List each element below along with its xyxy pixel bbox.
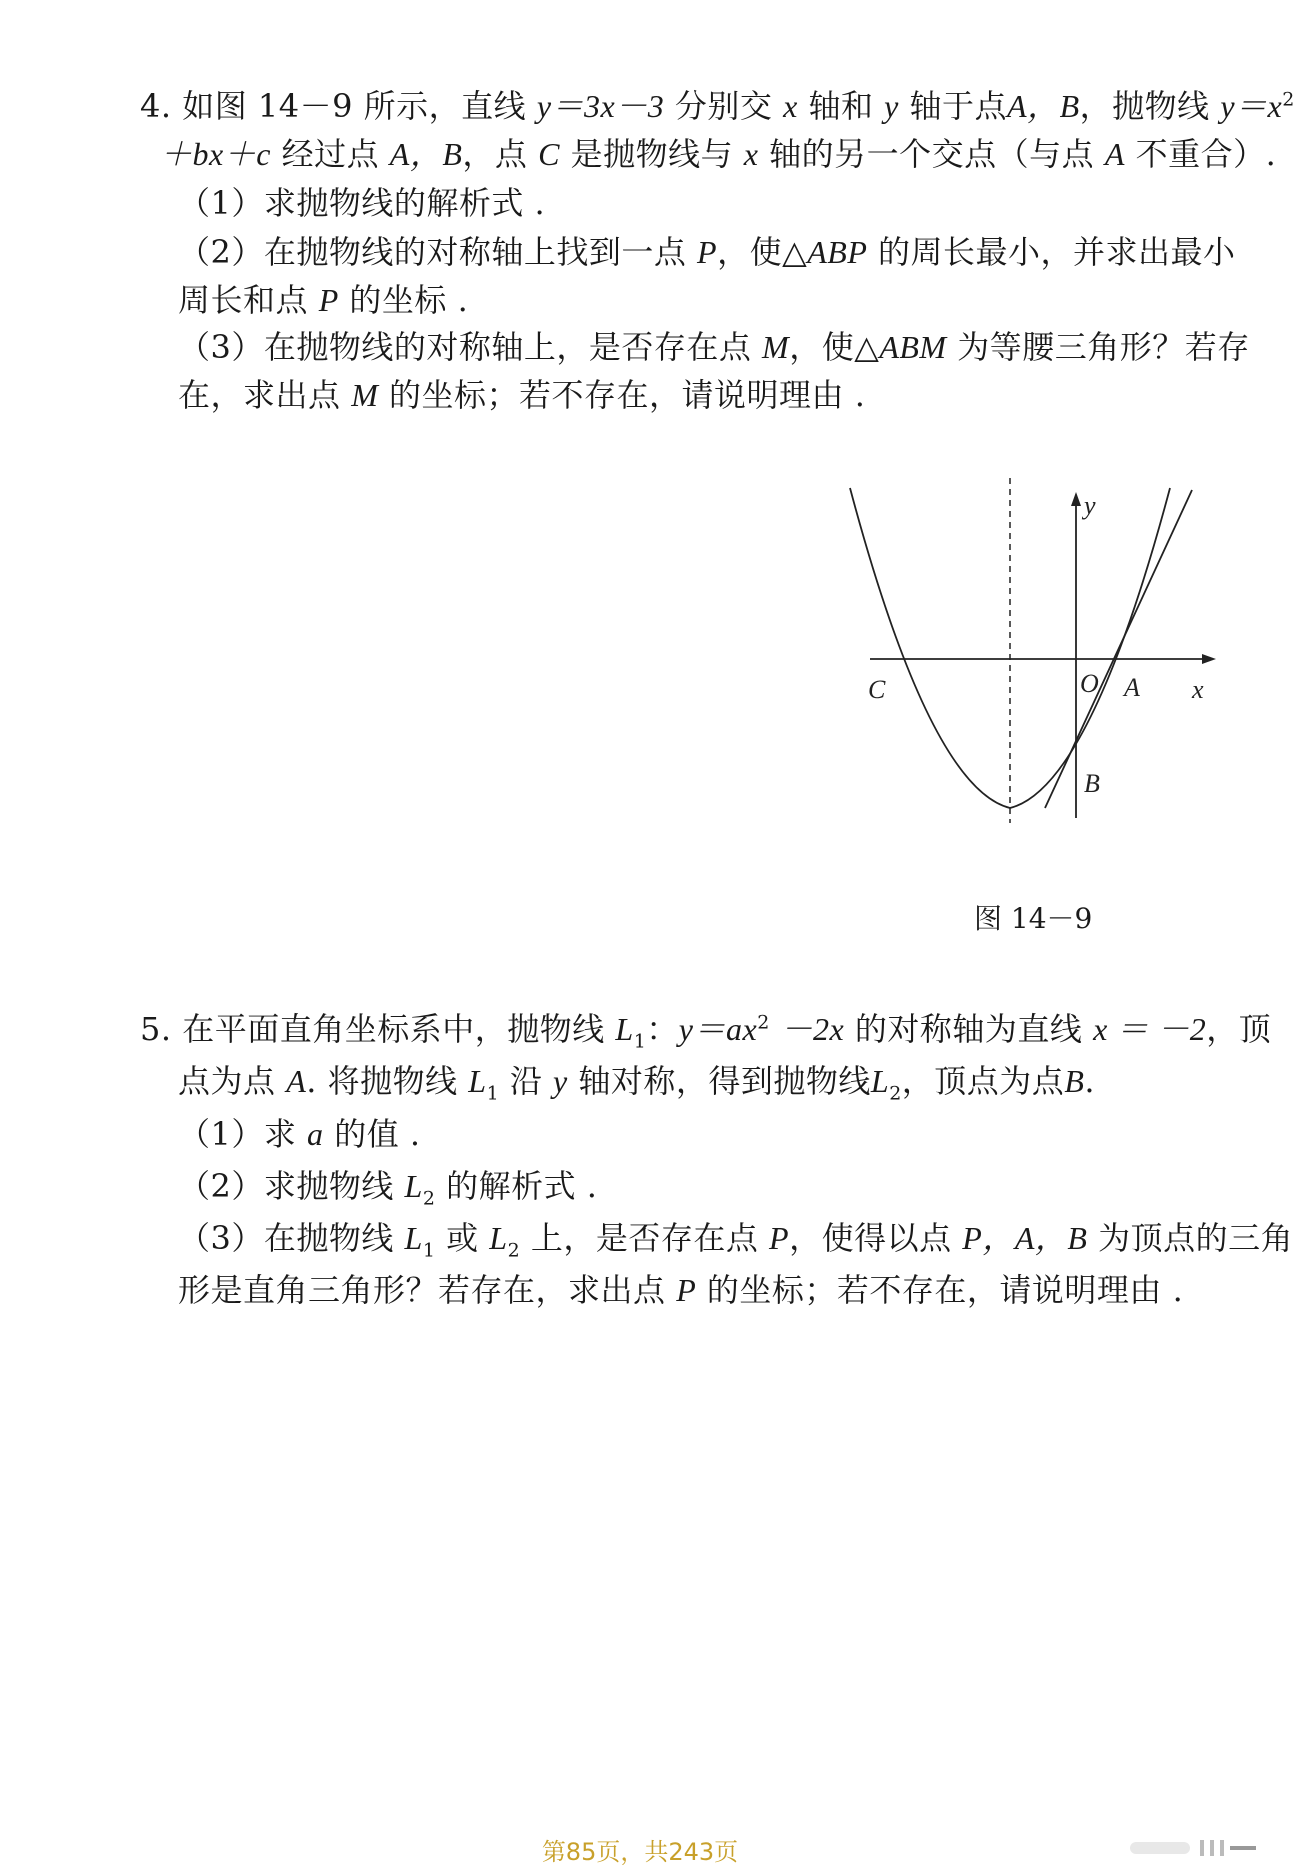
text: ，抛物线 bbox=[1079, 87, 1210, 125]
text: 轴和 bbox=[808, 87, 874, 125]
var: L bbox=[870, 1063, 890, 1099]
text: 如图 14－9 所示，直线 bbox=[182, 87, 527, 125]
text: 周长和点 bbox=[178, 281, 309, 319]
problem-4-q3-cont bbox=[178, 375, 865, 415]
text: ，点 bbox=[462, 135, 528, 173]
text: 沿 bbox=[509, 1062, 543, 1100]
label-b: B bbox=[1084, 769, 1100, 798]
problem-number: 4. bbox=[140, 87, 172, 125]
var: x bbox=[743, 136, 759, 172]
label-a: A bbox=[1124, 673, 1140, 702]
text: 分别交 bbox=[674, 87, 773, 125]
point: P bbox=[676, 1272, 697, 1308]
points: P，A，B bbox=[962, 1220, 1088, 1256]
point: B bbox=[1064, 1063, 1085, 1099]
point: P bbox=[697, 234, 718, 270]
toolbar-icon bbox=[1130, 1838, 1260, 1858]
var: y bbox=[884, 88, 899, 124]
text: 在平面直角坐标系中，抛物线 bbox=[182, 1010, 605, 1048]
text: ，使得以点 bbox=[789, 1219, 952, 1257]
figure-caption: 图 14－9 bbox=[974, 902, 1093, 935]
var: y bbox=[553, 1063, 568, 1099]
problem-4-q1 bbox=[178, 183, 545, 223]
text: 的周长最小，并求出最小 bbox=[878, 233, 1236, 271]
question: （1）求抛物线的解析式 . bbox=[178, 184, 546, 222]
point: A bbox=[286, 1063, 307, 1099]
triangle: ABP bbox=[807, 234, 868, 270]
label-o: O bbox=[1080, 669, 1099, 698]
label-c: C bbox=[868, 675, 886, 704]
problem-4-q2-cont bbox=[178, 280, 468, 320]
equation: x ＝ －2 bbox=[1093, 1011, 1207, 1047]
page-footer: 第85页，共243页 bbox=[541, 1838, 739, 1866]
text: 轴于点 bbox=[909, 87, 1008, 125]
subscript: 1 bbox=[633, 1030, 647, 1053]
var: a bbox=[307, 1116, 324, 1152]
triangle: ABM bbox=[879, 329, 947, 365]
equation: ＋bx＋c bbox=[160, 136, 271, 172]
points: A，B bbox=[1007, 88, 1080, 124]
problem-5-q2 bbox=[178, 1166, 598, 1210]
text: 不重合）. bbox=[1135, 135, 1277, 173]
subscript: 1 bbox=[422, 1239, 436, 1262]
x-axis-arrow bbox=[1202, 654, 1216, 664]
text: 的坐标；若不存在，请说明理由 . bbox=[706, 1271, 1184, 1309]
text: （2）求抛物线 bbox=[178, 1167, 394, 1205]
var: L bbox=[404, 1168, 423, 1204]
problem-5-q1 bbox=[178, 1114, 421, 1154]
problem-4-line-2 bbox=[160, 134, 1276, 174]
point: C bbox=[538, 136, 560, 172]
text: 的坐标；若不存在，请说明理由 . bbox=[389, 376, 866, 414]
text: （3）在抛物线的对称轴上，是否存在点 bbox=[178, 328, 752, 366]
point: M bbox=[762, 329, 790, 365]
problem-4-q3 bbox=[178, 327, 1250, 367]
text: 的对称轴为直线 bbox=[854, 1010, 1083, 1048]
text: 上，是否存在点 bbox=[530, 1219, 759, 1257]
exponent: 2 bbox=[1282, 88, 1295, 111]
equation: y＝x bbox=[1220, 88, 1283, 124]
problem-4-q2 bbox=[178, 232, 1236, 272]
text: 轴对称，得到抛物线 bbox=[578, 1062, 871, 1100]
parabola-figure bbox=[840, 478, 1220, 898]
text: （2）在抛物线的对称轴上找到一点 bbox=[178, 233, 687, 271]
subscript: 1 bbox=[486, 1082, 500, 1105]
equation: y＝ax bbox=[678, 1011, 758, 1047]
text: ： bbox=[646, 1010, 679, 1048]
var: L bbox=[404, 1220, 423, 1256]
subscript: 2 bbox=[422, 1187, 436, 1210]
text: . 将抛物线 bbox=[306, 1062, 458, 1100]
text: 或 bbox=[446, 1219, 479, 1257]
var: x bbox=[783, 88, 798, 124]
var: L bbox=[615, 1011, 634, 1047]
text: （1）求 bbox=[178, 1115, 297, 1153]
points: A，B bbox=[389, 136, 463, 172]
text: 经过点 bbox=[281, 135, 380, 173]
text: ，顶 bbox=[1206, 1010, 1272, 1048]
var: L bbox=[468, 1063, 487, 1099]
text: . bbox=[1084, 1062, 1096, 1100]
text: 轴的另一个交点（与点 bbox=[769, 135, 1095, 173]
exponent: 2 bbox=[757, 1011, 770, 1034]
text: 在，求出点 bbox=[178, 376, 341, 414]
text: 为等腰三角形？若存 bbox=[957, 328, 1250, 366]
point: P bbox=[769, 1220, 790, 1256]
text: ，顶点为点 bbox=[901, 1062, 1065, 1100]
equation: －2x bbox=[780, 1011, 845, 1047]
text: 点为点 bbox=[178, 1062, 276, 1100]
text: 的解析式 . bbox=[446, 1167, 598, 1205]
text: ，使△ bbox=[789, 328, 880, 366]
var: L bbox=[489, 1220, 508, 1256]
subscript: 2 bbox=[507, 1239, 521, 1262]
text: 的值 . bbox=[334, 1115, 421, 1153]
text: 形是直角三角形？若存在，求出点 bbox=[178, 1271, 666, 1309]
y-axis-arrow bbox=[1071, 492, 1081, 506]
point: P bbox=[318, 282, 339, 318]
label-y: y bbox=[1084, 491, 1096, 520]
label-x: x bbox=[1192, 675, 1204, 704]
problem-5-q3 bbox=[178, 1218, 1294, 1262]
equation: y＝3x－3 bbox=[536, 88, 665, 124]
problem-5-line-1 bbox=[140, 1009, 1272, 1053]
problem-4-line-1 bbox=[140, 86, 1295, 126]
problem-5-q3-cont bbox=[178, 1270, 1183, 1310]
text: 的坐标 . bbox=[349, 281, 469, 319]
text: 为顶点的三角 bbox=[1098, 1219, 1294, 1257]
problem-5-line-2 bbox=[178, 1061, 1096, 1105]
line-ab bbox=[1045, 490, 1192, 808]
point: M bbox=[351, 377, 379, 413]
subscript: 2 bbox=[889, 1082, 902, 1105]
text: ，使△ bbox=[717, 233, 808, 271]
text: （3）在抛物线 bbox=[178, 1219, 394, 1257]
problem-number: 5. bbox=[140, 1010, 172, 1048]
point: A bbox=[1104, 136, 1125, 172]
text: 是抛物线与 bbox=[570, 135, 734, 173]
